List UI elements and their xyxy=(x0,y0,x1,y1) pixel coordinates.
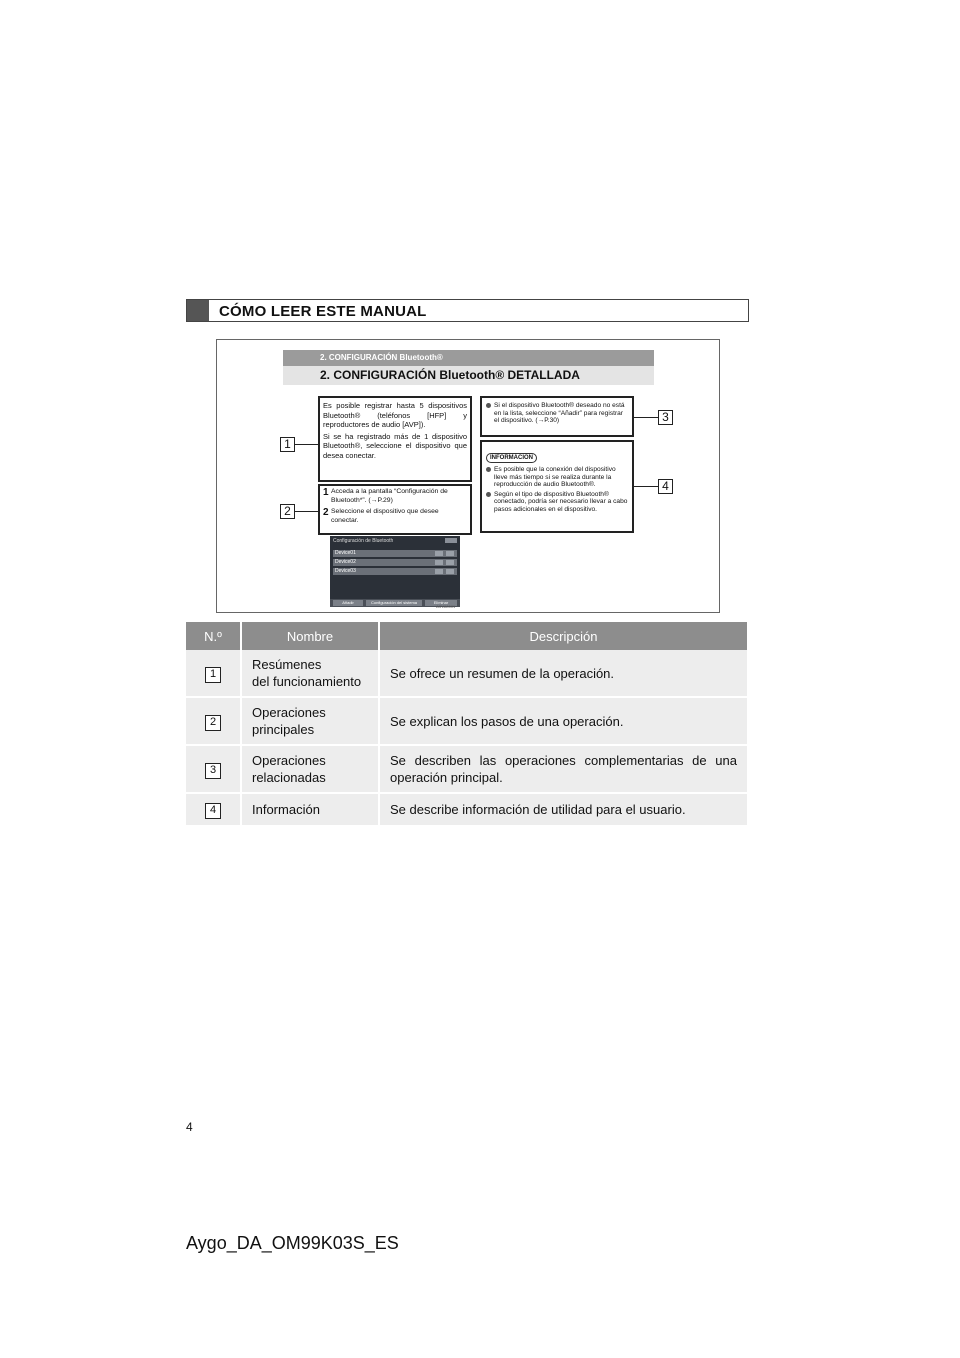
col-number: N.º xyxy=(186,622,241,650)
row-number: 3 xyxy=(186,745,241,793)
section-title: CÓMO LEER ESTE MANUAL xyxy=(219,303,427,320)
steps-box xyxy=(318,484,472,535)
col-name: Nombre xyxy=(241,622,379,650)
figure-subheader: 2. CONFIGURACIÓN Bluetooth® xyxy=(283,350,654,366)
system-settings-button: Configuración del sistema xyxy=(366,600,422,606)
row-description: Se explican los pasos de una operación. xyxy=(379,697,748,745)
step-text: Acceda a la pantalla “Configuración de Bluetooth*”. (→P.29) xyxy=(331,488,448,504)
page-number: 4 xyxy=(186,1120,193,1134)
related-box xyxy=(480,396,634,437)
legend-table xyxy=(186,622,749,827)
table-row xyxy=(186,650,748,697)
related-item xyxy=(486,402,628,425)
phone-icon xyxy=(435,551,443,556)
callout-marker-4: 4 xyxy=(658,479,673,494)
info-box xyxy=(480,440,634,533)
section-tab xyxy=(187,300,209,321)
table-row xyxy=(186,745,748,793)
music-icon xyxy=(446,551,454,556)
device-name: Device01 xyxy=(335,550,356,556)
bluetooth-screen-image xyxy=(330,536,460,607)
step-item xyxy=(323,488,467,505)
phone-icon xyxy=(435,560,443,565)
bullet-icon xyxy=(486,492,491,497)
device-name: Device03 xyxy=(335,568,356,574)
row-description: Se describe información de utilidad para el usuario. xyxy=(379,793,748,826)
device-row xyxy=(333,559,457,566)
related-text: Si el dispositivo Bluetooth® deseado no está en la lista, seleccione “Añadir” para registrar el dispositivo. (→P.30) xyxy=(494,402,625,425)
callout-marker-1: 1 xyxy=(280,437,295,452)
footer-code: Aygo_DA_OM99K03S_ES xyxy=(186,1233,399,1253)
info-item xyxy=(486,491,628,514)
row-number: 4 xyxy=(186,793,241,826)
callout-marker-2: 2 xyxy=(280,504,295,519)
info-text-1: Es posible que la conexión del dispositivo lleve más tiempo si se realiza durante la reproducción de audio Bluetooth®. xyxy=(494,466,616,489)
row-name: Resúmenes del funcionamiento xyxy=(241,650,379,697)
step-item xyxy=(323,508,467,525)
row-description: Se ofrece un resumen de la operación. xyxy=(379,650,748,697)
device-row xyxy=(333,568,457,575)
add-button: Añadir xyxy=(333,600,363,606)
callout-line-1 xyxy=(295,444,318,445)
callout-line-4 xyxy=(634,486,658,487)
device-row xyxy=(333,550,457,557)
col-description: Descripción xyxy=(379,622,748,650)
device-name: Device02 xyxy=(335,559,356,565)
section-header xyxy=(186,299,749,322)
info-item xyxy=(486,466,628,489)
delete-button: Eliminar xyxy=(425,600,457,606)
music-icon xyxy=(446,560,454,565)
row-number: 1 xyxy=(186,650,241,697)
info-text-2: Según el tipo de dispositivo Bluetooth® conectado, podría ser necesario llevar a cabo pasos adicionales en el dispositivo. xyxy=(494,490,628,513)
music-icon xyxy=(446,569,454,574)
row-name: Información xyxy=(241,793,379,826)
bullet-icon xyxy=(486,403,491,408)
callout-marker-3: 3 xyxy=(658,410,673,425)
row-description: Se describen las operaciones complementarias de una operación principal. xyxy=(379,745,748,793)
table-row xyxy=(186,697,748,745)
row-name: Operaciones principales xyxy=(241,697,379,745)
info-label: INFORMACION xyxy=(486,453,537,463)
summary-text-1: Es posible registrar hasta 5 dispositivos Bluetooth® (teléfonos [HFP] y reproductores de audio [AVP]). xyxy=(323,401,467,429)
back-icon xyxy=(445,538,457,543)
table-header-row xyxy=(186,622,748,650)
step-number: 2 xyxy=(323,507,329,518)
summary-text-2: Si se ha registrado más de 1 dispositivo Bluetooth®, seleccione el dispositivo que desea conectar. xyxy=(323,431,467,460)
image-code: ASVA0001 xyxy=(436,604,456,609)
summary-box xyxy=(318,396,472,482)
row-number: 2 xyxy=(186,697,241,745)
bullet-icon xyxy=(486,467,491,472)
step-text: Seleccione el dispositivo que desee conectar. xyxy=(331,508,439,524)
step-number: 1 xyxy=(323,487,329,498)
callout-line-3 xyxy=(634,417,658,418)
phone-icon xyxy=(435,569,443,574)
screen-header: Configuración de Bluetooth xyxy=(333,538,394,544)
table-row xyxy=(186,793,748,826)
figure-title: 2. CONFIGURACIÓN Bluetooth® DETALLADA xyxy=(283,366,654,385)
callout-line-2 xyxy=(295,511,318,512)
row-name: Operaciones relacionadas xyxy=(241,745,379,793)
